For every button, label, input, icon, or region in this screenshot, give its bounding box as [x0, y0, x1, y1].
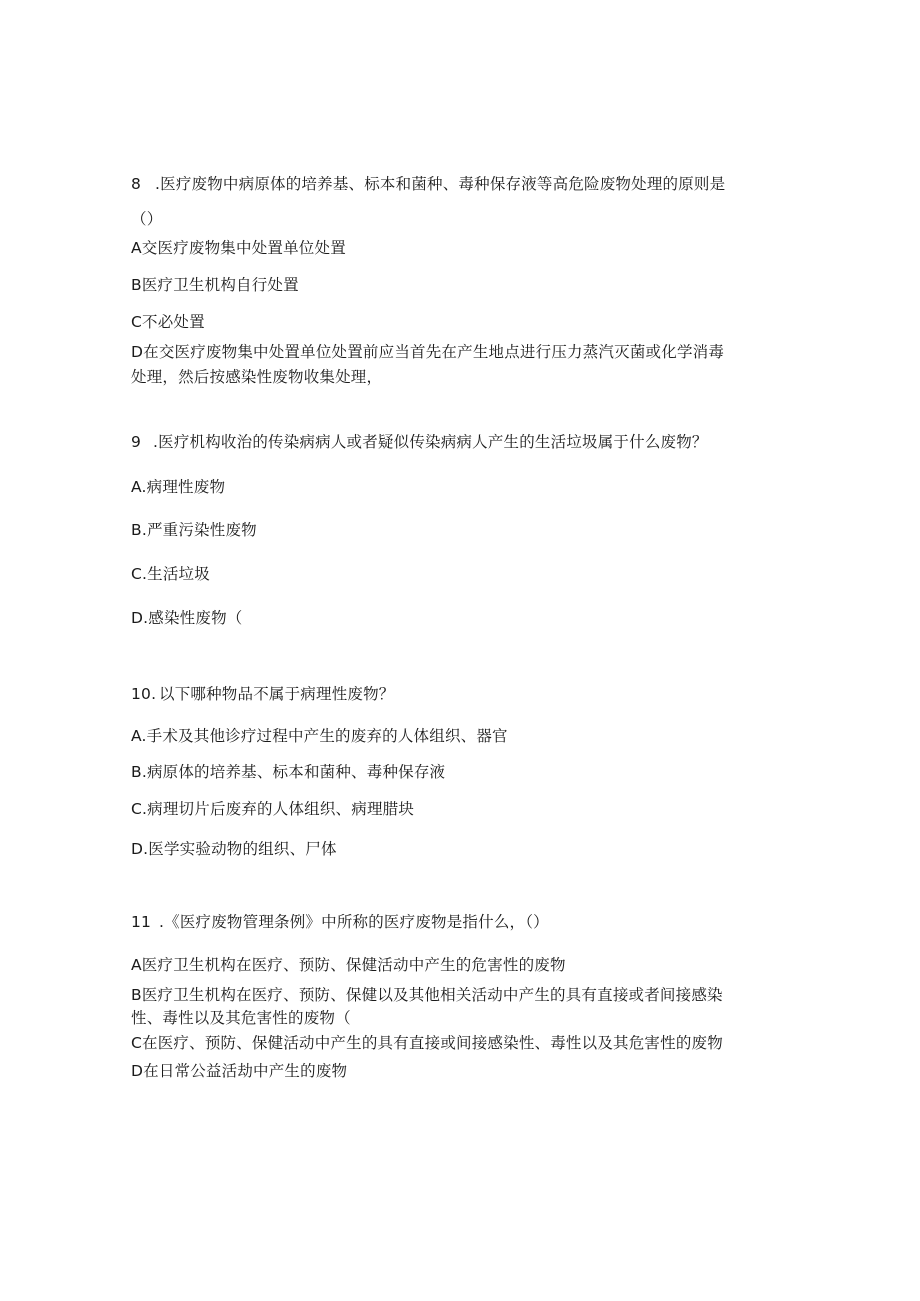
- question-8-option-d-continuation: 处理，然后按感染性废物收集处理，: [131, 368, 383, 386]
- question-11-option-b: B医疗卫生机构在医疗、预防、保健以及其他相关活动中产生的具有直接或者间接感染: [131, 986, 723, 1004]
- question-8-stem-line-1: .医疗废物中病原体的培养基、标本和菌种、毒种保存液等高危险废物处理的原则是: [155, 175, 726, 193]
- question-8-option-c: C不必处置: [131, 313, 205, 331]
- question-8-stem: [131, 174, 725, 194]
- question-8-option-d: D在交医疗废物集中处置单位处置前应当首先在产生地点进行压力蒸汽灭菌或化学消毒: [131, 343, 725, 361]
- question-8-number: 8: [131, 175, 142, 193]
- question-10-option-a: A.手术及其他诊疗过程中产生的废弃的人体组织、器官: [131, 727, 508, 745]
- question-10-stem-line-1: 以下哪种物品不属于病理性废物？: [159, 685, 395, 703]
- question-9-option-d: D.感染性废物（: [131, 609, 243, 627]
- question-11-number: 11: [131, 913, 152, 931]
- question-11-option-a: A医疗卫生机构在医疗、预防、保健活动中产生的危害性的废物: [131, 956, 566, 974]
- question-9-number: 9: [131, 433, 142, 451]
- question-9-option-b: B.严重污染性废物: [131, 521, 257, 539]
- question-10-option-c: C.病理切片后废弃的人体组织、病理腊块: [131, 800, 415, 818]
- question-10-number: 10.: [131, 685, 157, 703]
- question-9-stem: [131, 432, 708, 452]
- question-10-option-d: D.医学实验动物的组织、尸体: [131, 840, 337, 858]
- question-9-option-c: C.生活垃圾: [131, 565, 210, 583]
- question-9-option-a: A.病理性废物: [131, 478, 226, 496]
- question-10-stem: [131, 684, 395, 704]
- question-8-option-b: B医疗卫生机构自行处置: [131, 276, 299, 294]
- question-11-stem: [131, 912, 549, 932]
- question-10-option-b: B.病原体的培养基、标本和菌种、毒种保存液: [131, 763, 446, 781]
- question-11-option-b-continuation: 性、毒性以及其危害性的废物（: [131, 1009, 351, 1027]
- question-11-option-d: D在日常公益活劫中产生的废物: [131, 1062, 348, 1080]
- question-11-option-c: C在医疗、预防、保健活动中产生的具有直接或间接感染性、毒性以及其危害性的废物: [131, 1034, 723, 1052]
- question-8-option-a: A交医疗废物集中处置单位处置: [131, 239, 346, 257]
- question-11-stem-line-1: .《医疗废物管理条例》中所称的医疗废物是指什么，（）: [159, 913, 549, 931]
- question-8-stem-continuation: （）: [131, 210, 163, 228]
- question-9-stem-line-1: .医疗机构收治的传染病病人或者疑似传染病病人产生的生活垃圾属于什么废物？: [153, 433, 708, 451]
